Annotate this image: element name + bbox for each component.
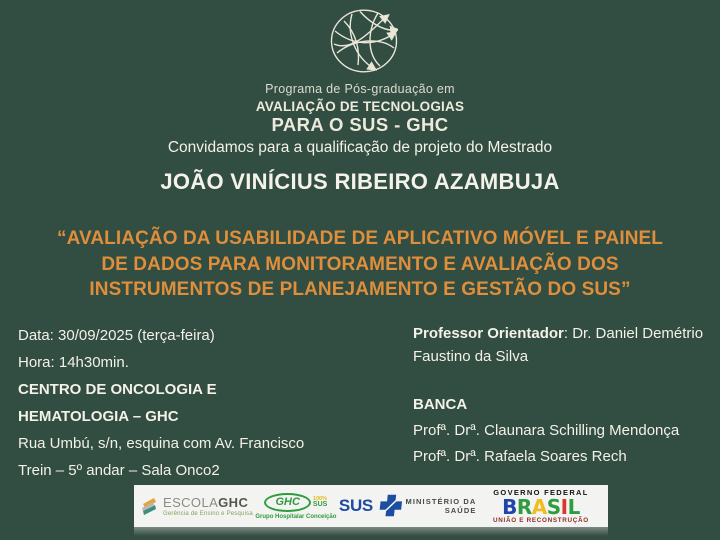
sus-cross-icon [375,492,403,520]
advisor-line [413,322,711,368]
escola-word-light: ESCOLA [163,494,219,510]
ministerio-line1: MINISTÉRIO DA [405,496,477,506]
venue-line2: HEMATOLOGIA – GHC [18,408,179,425]
ministerio-saude-logo [405,497,476,516]
project-title-line1: “AVALIAÇÃO DA USABILIDADE DE APLICATIVO MÓVEL E PAINEL [56,228,664,249]
event-details [18,322,304,484]
uniao-reconstrucao-label: UNIÃO E RECONSTRUÇÃO [493,516,589,524]
ghc-acronym: GHC [264,493,310,512]
ghc-sus-badge [313,496,327,508]
advisor-name: : Dr. Daniel Demétrio Faustino da Silva [413,325,704,365]
banca-member-2: Profª. Drª. Rafaela Soares Rech [413,448,627,465]
escola-word-bold: GHC [218,494,249,510]
governo-federal-logo [479,488,603,525]
program-name-line3: PARA O SUS - GHC [271,114,449,135]
governo-federal-label: GOVERNO FEDERAL [493,487,589,497]
escola-ghc-emblem-icon [139,495,159,517]
ghc-badge-bottom: SUS [312,501,328,508]
ghc-logo [255,493,336,520]
program-name-line1: Programa de Pós-graduação em [265,82,455,96]
program-name-line2: AVALIAÇÃO DE TECNOLOGIAS [255,99,465,114]
invitation-text: Convidamos para a qualificação de projeto do Mestrado [167,139,553,156]
address-line1: Rua Umbú, s/n, esquina com Av. Francisco [18,435,305,452]
ministerio-line2: SAÚDE [444,506,477,515]
network-globe-icon [330,9,398,73]
committee [413,322,711,470]
sus-logo [339,492,403,520]
venue-line1: CENTRO DE ONCOLOGIA E [18,381,217,398]
advisor-label: Professor Orientador [413,325,564,342]
ghc-subtitle: Grupo Hospitalar Conceição [255,513,337,520]
ghc-badge-top: 100% [312,496,327,502]
sus-wordmark: SUS [338,496,373,515]
logos-bar [134,485,608,527]
escola-subtitle: Gerência de Ensino e Pesquisa [163,510,253,517]
event-date: Data: 30/09/2025 (terça-feira) [18,327,215,344]
banca-member-1: Profª. Drª. Claunara Schilling Mendonça [413,422,680,439]
project-title-line2: DE DADOS PARA MONITORAMENTO E AVALIAÇÃO DOS [101,253,619,275]
escola-ghc-logo [139,495,253,517]
brasil-wordmark: BRASIL [502,494,580,519]
project-title-line3: INSTRUMENTOS DE PLANEJAMENTO E GESTÃO DO SUS” [89,279,631,300]
event-time: Hora: 14h30min. [18,354,129,371]
project-title [0,226,720,303]
address-line2: Trein – 5º andar – Sala Onco2 [18,462,220,479]
banca-heading: BANCA [413,396,468,413]
candidate-name: JOÃO VINÍCIUS RIBEIRO AZAMBUJA [160,169,560,194]
escola-ghc-wordmark [163,496,253,509]
